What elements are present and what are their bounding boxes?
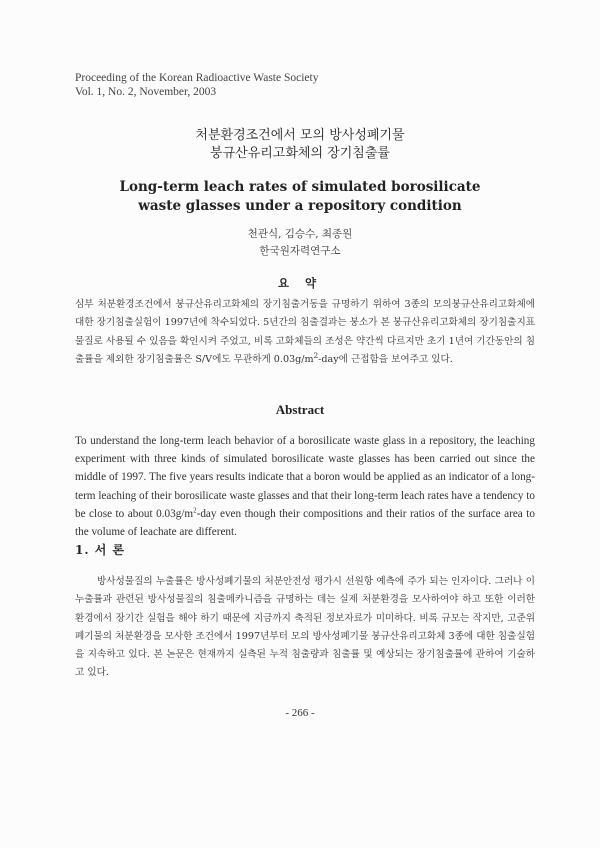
journal-name: Proceeding of the Korean Radioactive Waste Society <box>75 72 319 84</box>
korean-title-line-1: 처분환경조건에서 모의 방사성폐기물 <box>195 128 405 143</box>
korean-abstract-text-end: -day에 근접함을 보여주고 있다. <box>318 353 453 365</box>
author-block <box>0 226 600 260</box>
korean-abstract-superscript: 2 <box>313 351 319 360</box>
introduction-paragraph: 방사성물질의 누출률은 방사성폐기물의 처분안전성 평가시 선원항 예측에 주가 되는 인자이다. 그러나 이 누출률과 관련된 방사성물질의 침출메카니즘을 규명하는 데는 실제 처분환경을 모사하여야 하고 또한 이러한 환경에서 장기간 실험을 해야 하기 때문에 지금까지 축적된 정보자료가 미미하다. 비록 규모는 작지만, 고준위폐기물의 처분환경을 모사한 조건에서 1997년부터 모의 방사성폐기물 붕규산유리고화체 3종에 대한 침출실험을 지속하고 있다. 본 논문은 현재까지 실측된 누적 침출량과 침출률 및 예상되는 장기침출률에 관하여 기술하고 있다. <box>75 576 535 679</box>
page-number: - 266 - <box>285 707 315 719</box>
korean-abstract-text: 심부 처분환경조건에서 붕규산유리고화체의 장기침출거동을 규명하기 위하여 3종의 모의붕규산유리고화체에 대한 장기침출실험이 1997년에 착수되었다. 5년간의 침출결과는 붕소가 본 붕규산유리고화체의 장기침출지표물질로 사용될 수 있음을 확인시켜 주었고, 비록 고화체들의 조성은 약간씩 다르지만 초기 1년여 기간동안의 침출률을 제외한 장기침출률은 S/V에도 무관하게 0.03g/m <box>75 299 535 365</box>
english-abstract-text-end: -day even though their compositions and their ratios of the surface area to the volume of leachate are different. <box>75 507 535 539</box>
korean-abstract-body <box>75 296 535 369</box>
english-title-line-2: waste glasses under a repository condition <box>138 198 462 214</box>
korean-title <box>0 127 600 163</box>
korean-abstract-heading: 요 약 <box>277 276 323 290</box>
english-title-line-1: Long-term leach rates of simulated borosilicate <box>119 179 481 195</box>
korean-title-line-2: 붕규산유리고화체의 장기침출률 <box>210 146 390 161</box>
author-names: 천관식, 김승수, 최종원 <box>247 228 353 240</box>
english-abstract-body <box>75 432 535 541</box>
section-heading-introduction: 1. 서 론 <box>75 543 126 557</box>
english-title <box>0 178 600 216</box>
abstract-heading: Abstract <box>275 402 325 417</box>
journal-issue: Vol. 1, No. 2, November, 2003 <box>75 86 217 98</box>
running-head <box>75 71 318 99</box>
english-abstract-superscript: 2 <box>193 506 197 515</box>
english-abstract-text: To understand the long-term leach behavior of a borosilicate waste glass in a repository, the leaching experiment with three kinds of simulated borosilicate waste glasses has been carried out since the middle of 1997. The five years results indicate that a boron would be applied as an indicator of a long-term leaching of their borosilicate waste glasses and that their long-term leach rates have a tendency to be close to about 0.03g/m <box>75 435 535 520</box>
author-affiliation: 한국원자력연구소 <box>259 245 341 257</box>
